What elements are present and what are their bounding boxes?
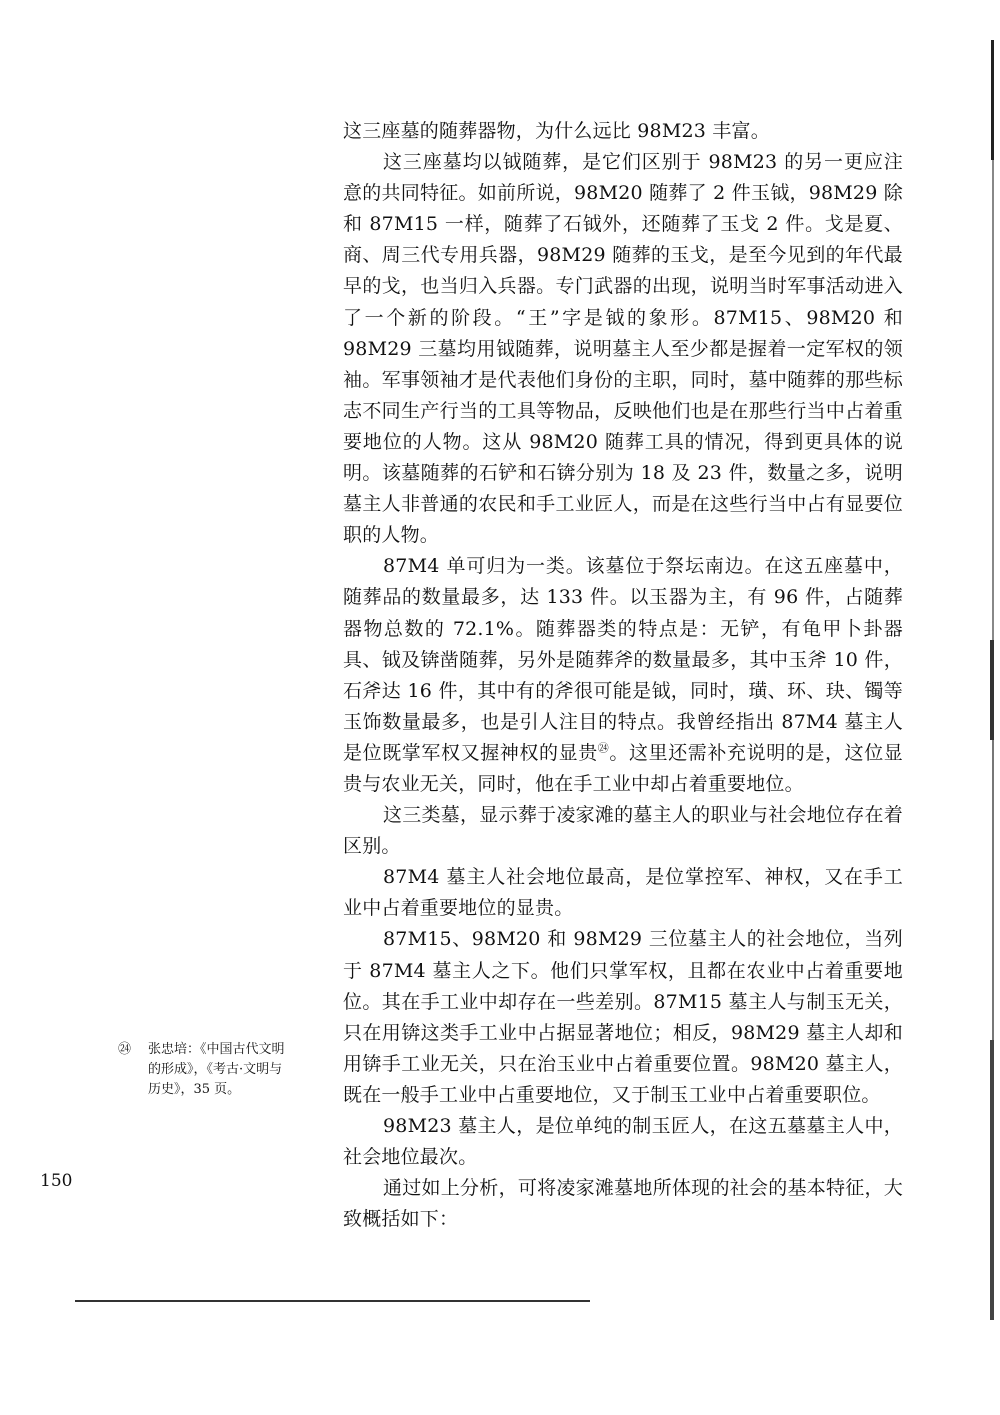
page-number: 150	[40, 1171, 73, 1191]
bottom-rule	[75, 1300, 590, 1302]
paragraph-8: 通过如上分析，可将凌家滩墓地所体现的社会的基本特征，大致概括如下：	[343, 1177, 903, 1231]
footnote-line-1: 张忠培：《中国古代文明	[148, 1042, 285, 1057]
edge-segment	[992, 740, 994, 1040]
edge-segment	[990, 640, 994, 740]
footnote-line-2: 的形成》，《考古·文明与	[148, 1062, 283, 1077]
footnote-line-3: 历史》，35 页。	[148, 1082, 241, 1097]
footnote-first-line	[118, 1040, 318, 1060]
paragraph-1: 这三座墓的随葬器物，为什么远比 98M23 丰富。	[343, 120, 770, 142]
paragraph-3-tail: 。这里还需补充说明的是，这位显贵与农业无关，同时，他在手工业中却占着重要地位。	[343, 741, 903, 795]
footnote	[118, 1040, 318, 1100]
edge-segment	[990, 1040, 994, 1320]
footnote-mark: ㉔	[118, 1042, 132, 1057]
paragraph-6: 87M15、98M20 和 98M29 三位墓主人的社会地位，当列于 87M4 墓主人之下。他们只掌军权，且都在农业中占着重要地位。其在手工业中却存在一些差别。87M15 墓主人与制玉无关，只在用锛这类手工业中占据显著地位；相反，98M29 墓主人却和用锛手工业无关，只在治玉业中占着重要位置。98M20 墓主人，既在一般手工业中占重要地位，又于制玉工业中占着重要职位。	[343, 928, 903, 1106]
paragraph-3-text: 87M4 单可归为一类。该墓位于祭坛南边。在这五座墓中，随葬品的数量最多，达 133 件。以玉器为主，有 96 件，占随葬器物总数的 72.1%。随葬器类的特点是：无铲，有龟甲卜卦器具、钺及锛凿随葬，另外是随葬斧的数量最多，其中玉斧 10 件，石斧达 16 件，其中有的斧很可能是钺，同时，璜、环、玦、镯等玉饰数量最多，也是引人注目的特点。我曾经指出 87M4 墓主人是位既掌军权又握神权的显贵	[343, 555, 903, 764]
paragraph-3	[343, 551, 903, 800]
body-text	[343, 116, 903, 1235]
scan-edge-mark	[985, 40, 995, 1320]
paragraph-2: 这三座墓均以钺随葬，是它们区别于 98M23 的另一更应注意的共同特征。如前所说，98M20 随葬了 2 件玉钺，98M29 除和 87M15 一样，随葬了石钺外，还随葬了玉戈 2 件。戈是夏、商、周三代专用兵器，98M29 随葬的玉戈，是至今见到的年代最早的戈，也当归入兵器。专门武器的出现，说明当时军事活动进入了一个新的阶段。“王”字是钺的象形。87M15、98M20 和 98M29 三墓均用钺随葬，说明墓主人至少都是握着一定军权的领袖。军事领袖才是代表他们身份的主职，同时，墓中随葬的那些标志不同生产行当的工具等物品，反映他们也是在那些行当中占着重要地位的人物。这从 98M20 随葬工具的情况，得到更具体的说明。该墓随葬的石铲和石锛分别为 18 及 23 件，数量之多，说明墓主人非普通的农民和手工业匠人，而是在这些行当中占有显要位职的人物。	[343, 151, 903, 547]
paragraph-5: 87M4 墓主人社会地位最高，是位掌控军、神权，又在手工业中占着重要地位的显贵。	[343, 866, 903, 920]
footnote-reference: ㉔	[597, 741, 610, 755]
paragraph-4: 这三类墓，显示葬于凌家滩的墓主人的职业与社会地位存在着区别。	[343, 804, 903, 858]
edge-segment	[991, 40, 994, 160]
paragraph-7: 98M23 墓主人，是位单纯的制玉匠人，在这五墓墓主人中，社会地位最次。	[343, 1115, 903, 1169]
edge-segment	[992, 160, 994, 640]
